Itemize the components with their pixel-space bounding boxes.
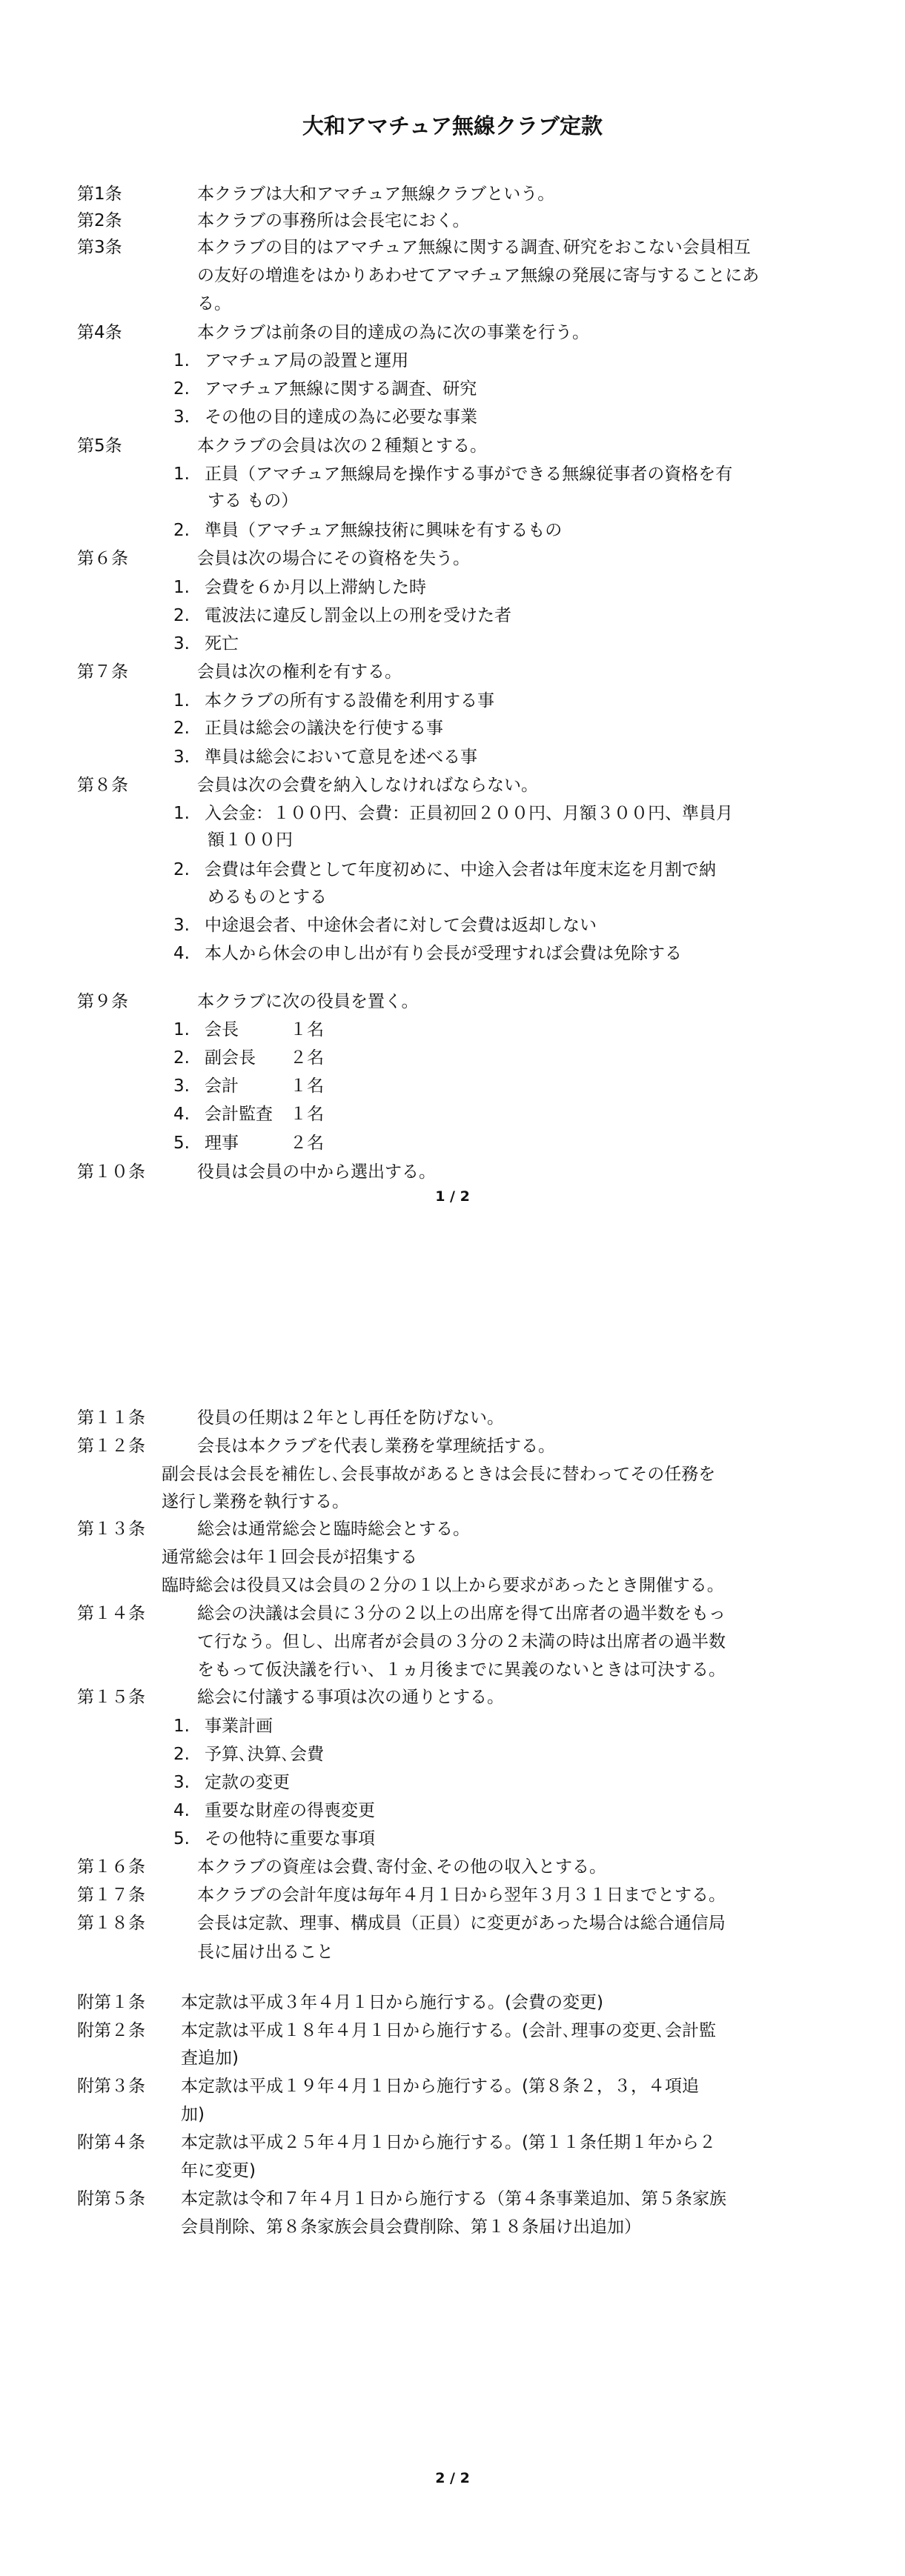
article-number: 第１２条	[77, 1437, 145, 1456]
article-number: 2.	[173, 606, 190, 625]
article-text: 本クラブの事務所は会長宅におく。	[197, 211, 470, 230]
article-text: 本人から休会の申し出が有り会長が受理すれば会費は免除する	[205, 944, 682, 963]
article-number: 第１７条	[77, 1886, 145, 1905]
article-text: 定款の変更	[205, 1773, 290, 1792]
article-text: 役員は会員の中から選出する。	[197, 1162, 436, 1182]
article-number: 2.	[173, 379, 190, 399]
article-text: る。	[197, 294, 231, 313]
page-number-1: 1 / 2	[435, 1188, 470, 1205]
article-text: 理事 ２名	[205, 1134, 324, 1153]
article-text: 本クラブの目的はアマチュア無線に関する調査､研究をおこない会員相互	[197, 238, 751, 257]
article-number: 第1条	[77, 184, 122, 204]
article-number: 第１８条	[77, 1914, 145, 1933]
article-number: 附第３条	[77, 2077, 145, 2096]
article-text: 役員の任期は２年とし再任を防げない。	[197, 1408, 504, 1428]
article-text: アマチュア無線に関する調査、研究	[205, 379, 477, 399]
article-number: 附第２条	[77, 2021, 145, 2040]
article-text: の友好の増進をはかりあわせてアマチュア無線の発展に寄与することにあ	[197, 266, 760, 285]
article-text: 副会長は会長を補佐し､会長事故があるときは会長に替わってその任務を	[162, 1465, 716, 1484]
article-number: 2.	[173, 860, 190, 879]
article-number: 1.	[173, 804, 190, 823]
page-2	[0, 1288, 905, 2576]
article-number: 1.	[173, 465, 190, 484]
article-text: 総会は通常総会と臨時総会とする。	[197, 1520, 470, 1539]
article-number: 3.	[173, 407, 190, 427]
article-text: 本定款は平成２５年４月１日から施行する。(第１１条任期１年から２	[181, 2133, 716, 2152]
article-number: 第１１条	[77, 1408, 145, 1428]
article-text: 中途退会者、中途休会者に対して会費は返却しない	[205, 916, 597, 935]
article-number: 2.	[173, 521, 190, 540]
article-text: 会計 １名	[205, 1076, 324, 1096]
article-number: 第８条	[77, 776, 128, 795]
article-text: 本クラブの資産は会費､寄付金､その他の収入とする。	[197, 1857, 606, 1877]
article-text: 査追加)	[181, 2049, 239, 2068]
article-number: 4.	[173, 1105, 190, 1124]
article-text: 会費を６か月以上滞納した時	[205, 578, 426, 597]
article-text: 事業計画	[205, 1717, 273, 1736]
article-text: 本クラブの会員は次の２種類とする。	[197, 436, 487, 456]
article-text: 会員削除、第８条家族会員会費削除、第１８条届け出追加）	[181, 2217, 641, 2237]
article-text: 正員（アマチュア無線局を操作する事ができる無線従事者の資格を有	[205, 465, 733, 484]
article-text: する もの）	[208, 491, 299, 510]
article-text: 正員は総会の議決を行使する事	[205, 719, 443, 738]
article-text: 臨時総会は役員又は会員の２分の１以上から要求があったとき開催する。	[162, 1576, 724, 1595]
article-text: 本クラブに次の役員を置く。	[197, 992, 419, 1011]
article-text: 副会長 ２名	[205, 1048, 324, 1068]
article-number: 3.	[173, 748, 190, 767]
article-number: 第１５条	[77, 1688, 145, 1707]
article-text: 遂行し業務を執行する。	[162, 1492, 349, 1511]
article-text: 総会に付議する事項は次の通りとする。	[197, 1688, 504, 1707]
article-text: て行なう。但し、出席者が会員の３分の２未満の時は出席者の過半数	[197, 1632, 726, 1651]
article-text: 本定款は令和７年４月１日から施行する（第４条事業追加、第５条家族	[181, 2189, 726, 2209]
article-number: 第2条	[77, 211, 122, 230]
article-number: 第１０条	[77, 1162, 145, 1182]
article-number: 1.	[173, 351, 190, 370]
article-number: 4.	[173, 1801, 190, 1820]
article-number: 5.	[173, 1134, 190, 1153]
article-text: 予算､決算､会費	[205, 1745, 324, 1764]
article-text: 会員は次の権利を有する。	[197, 662, 402, 682]
article-number: 3.	[173, 1773, 190, 1792]
article-text: 額１００円	[208, 831, 293, 850]
article-text: 会長は定款、理事、構成員（正員）に変更があった場合は総合通信局	[197, 1914, 726, 1933]
article-text: 死亡	[205, 634, 239, 653]
article-text: 本定款は平成３年４月１日から施行する。(会費の変更)	[181, 1993, 603, 2012]
article-number: 第１４条	[77, 1604, 145, 1623]
article-text: めるものとする	[208, 888, 327, 907]
article-number: 2.	[173, 1745, 190, 1764]
article-number: 5.	[173, 1829, 190, 1848]
article-number: 第６条	[77, 549, 128, 568]
article-number: 第１６条	[77, 1857, 145, 1877]
article-text: をもって仮決議を行い、１ヵ月後までに異義のないときは可決する。	[197, 1660, 726, 1680]
page-number-2: 2 / 2	[435, 2470, 470, 2486]
article-text: 本クラブは前条の目的達成の為に次の事業を行う。	[197, 323, 589, 342]
article-text: 電波法に違反し罰金以上の刑を受けた者	[205, 606, 511, 625]
article-text: 本定款は平成１８年４月１日から施行する。(会計､理事の変更､会計監	[181, 2021, 716, 2040]
article-number: 2.	[173, 1048, 190, 1068]
article-number: 1.	[173, 691, 190, 710]
article-text: 会長は本クラブを代表し業務を掌理統括する。	[197, 1437, 555, 1456]
document-title: 大和アマチュア無線クラブ定款	[302, 113, 603, 139]
article-text: 会員は次の場合にその資格を失う。	[197, 549, 470, 568]
article-number: 1.	[173, 1020, 190, 1039]
article-number: 第１３条	[77, 1520, 145, 1539]
article-text: 準員は総会において意見を述べる事	[205, 748, 477, 767]
article-text: アマチュア局の設置と運用	[205, 351, 409, 370]
article-number: 附第１条	[77, 1993, 145, 2012]
article-number: 附第５条	[77, 2189, 145, 2209]
article-number: 2.	[173, 719, 190, 738]
article-number: 第９条	[77, 992, 128, 1011]
article-text: 年に変更)	[181, 2161, 256, 2180]
article-text: 準員（アマチュア無線技術に興味を有するもの	[205, 521, 563, 540]
article-text: 加)	[181, 2105, 205, 2124]
article-number: 3.	[173, 1076, 190, 1096]
article-number: 4.	[173, 944, 190, 963]
article-number: 3.	[173, 916, 190, 935]
article-text: 長に届け出ること	[197, 1943, 334, 1962]
article-text: 総会の決議は会員に３分の２以上の出席を得て出席者の過半数をもっ	[197, 1604, 726, 1623]
article-text: 入会金：１００円、会費：正員初回２００円、月額３００円、準員月	[205, 804, 733, 823]
article-text: その他特に重要な事項	[205, 1829, 375, 1848]
article-number: 第3条	[77, 238, 122, 257]
article-text: 会費は年会費として年度初めに、中途入会者は年度末迄を月割で納	[205, 860, 716, 879]
article-number: 附第４条	[77, 2133, 145, 2152]
article-text: 重要な財産の得喪変更	[205, 1801, 375, 1820]
article-number: 1.	[173, 578, 190, 597]
article-text: 本クラブの所有する設備を利用する事	[205, 691, 494, 710]
article-text: 本クラブは大和アマチュア無線クラブという。	[197, 184, 555, 204]
article-number: 3.	[173, 634, 190, 653]
article-number: 第5条	[77, 436, 122, 456]
article-text: 本クラブの会計年度は毎年４月１日から翌年３月３１日までとする。	[197, 1886, 726, 1905]
article-text: その他の目的達成の為に必要な事業	[205, 407, 477, 427]
article-number: 第4条	[77, 323, 122, 342]
article-text: 会長 １名	[205, 1020, 324, 1039]
article-text: 会員は次の会費を納入しなければならない。	[197, 776, 538, 795]
article-text: 本定款は平成１９年４月１日から施行する。(第８条２，３，４項追	[181, 2077, 699, 2096]
article-number: 第７条	[77, 662, 128, 682]
article-number: 1.	[173, 1717, 190, 1736]
article-text: 会計監査 １名	[205, 1105, 324, 1124]
article-text: 通常総会は年１回会長が招集する	[162, 1548, 417, 1567]
